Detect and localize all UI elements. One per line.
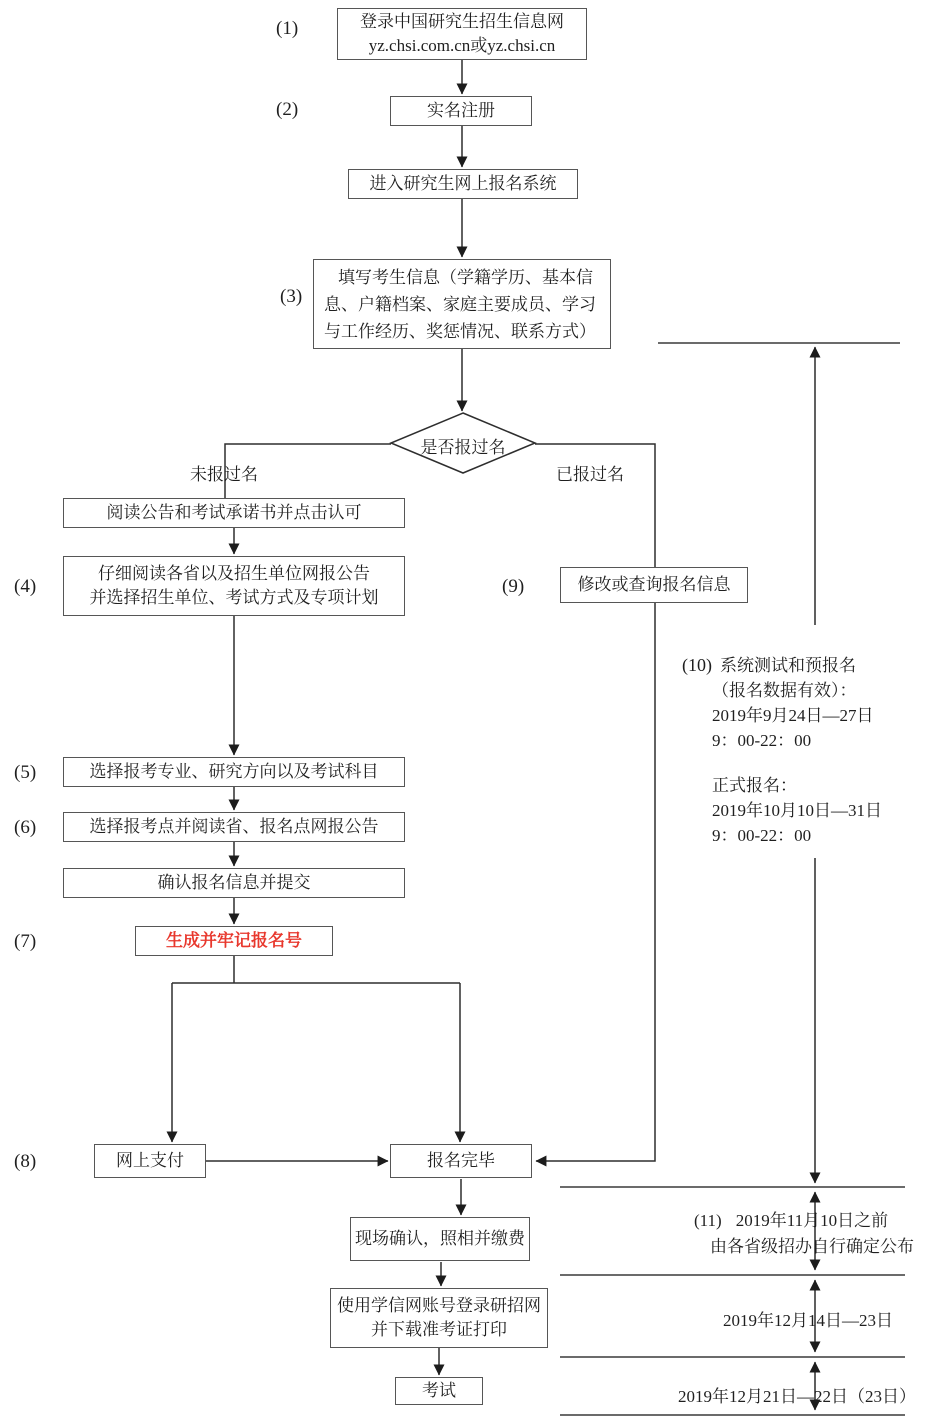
step-label-6: (6) (14, 817, 37, 838)
branch-yes-label: 已报过名 (556, 465, 624, 484)
node-choose-point: 选择报考点并阅读省、报名点网报公告 (63, 812, 405, 842)
step-label-10: (10) (682, 655, 712, 675)
step-label-9: (9) (502, 576, 525, 597)
node-complete: 报名完毕 (390, 1144, 532, 1178)
step-label-3: (3) (280, 286, 303, 307)
node-read-province: 仔细阅读各省以及招生单位网报公告 并选择招生单位、考试方式及专项计划 (63, 556, 405, 616)
decision-label: 是否报过名 (420, 438, 506, 457)
branch-yes-line (535, 444, 655, 1161)
step-label-5: (5) (14, 762, 37, 783)
node-enter-system: 进入研究生网上报名系统 (348, 169, 578, 199)
timeline-pre-registration: (10) 系统测试和预报名 （报名数据有效）： 2019年9月24日—27日 9：00-22：00 正式报名： 2019年10月10日—31日 9：00-22：00 (682, 655, 882, 845)
node-confirm-submit: 确认报名信息并提交 (63, 868, 405, 898)
step-label-2: (2) (276, 99, 299, 120)
node-generate-number: 生成并牢记报名号 (135, 926, 333, 956)
node-onsite-confirm: 现场确认，照相并缴费 (350, 1217, 530, 1261)
step-label-11: (11) (694, 1211, 722, 1230)
node-register: 实名注册 (390, 96, 532, 126)
timeline-exam-period: 2019年12月21日—22日（23日） (678, 1387, 916, 1406)
node-login: 登录中国研究生招生信息网 yz.chsi.com.cn或yz.chsi.cn (337, 8, 587, 60)
timeline-print-period: 2019年12月14日—23日 (723, 1311, 893, 1330)
node-download-ticket: 使用学信网账号登录研招网 并下载准考证打印 (330, 1288, 548, 1348)
node-choose-major: 选择报考专业、研究方向以及考试科目 (63, 757, 405, 787)
branch-no-label: 未报过名 (190, 465, 258, 484)
node-pay-online: 网上支付 (94, 1144, 206, 1178)
node-read-notice: 阅读公告和考试承诺书并点击认可 (63, 498, 405, 528)
timeline-onsite-period: (11) 2019年11月10日之前 由各省级招办自行确定公布 (694, 1208, 943, 1260)
node-exam: 考试 (395, 1377, 483, 1405)
step-label-4: (4) (14, 576, 37, 597)
step-label-1: (1) (276, 18, 299, 39)
step-label-8: (8) (14, 1151, 37, 1172)
step-label-7: (7) (14, 931, 37, 952)
node-modify-query: 修改或查询报名信息 (560, 567, 748, 603)
node-fill-info: 填写考生信息（学籍学历、基本信 息、户籍档案、家庭主要成员、学习 与工作经历、奖惩情况、联系方式） (313, 259, 611, 349)
